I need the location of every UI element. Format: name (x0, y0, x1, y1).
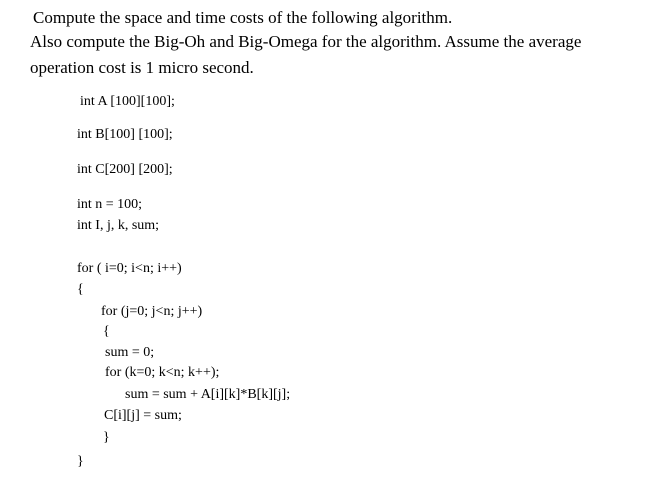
code-line-2: int B[100] [100]; (77, 127, 173, 142)
code-line-1: int A [100][100]; (80, 94, 175, 109)
intro-line-2: Also compute the Big-Oh and Big-Omega for the algorithm. Assume the average (30, 32, 582, 51)
code-line-8: for (j=0; j<n; j++) (101, 304, 203, 319)
code-line-4: int n = 100; (77, 197, 143, 212)
code-line-10: sum = 0; (105, 345, 155, 360)
intro-line-1: Compute the space and time costs of the following algorithm. (33, 8, 453, 27)
code-line-5: int I, j, k, sum; (77, 218, 160, 233)
code-line-3: int C[200] [200]; (77, 162, 173, 177)
code-line-6: for ( i=0; i<n; i++) (77, 261, 182, 276)
code-line-13: C[i][j] = sum; (104, 408, 182, 423)
code-line-7: { (77, 282, 84, 297)
intro-line-3: operation cost is 1 micro second. (30, 58, 254, 77)
code-line-14: } (103, 430, 110, 445)
code-line-15: } (77, 454, 84, 469)
code-line-11: for (k=0; k<n; k++); (105, 365, 220, 380)
code-line-9: { (103, 324, 110, 339)
code-line-12: sum = sum + A[i][k]*B[k][j]; (125, 387, 291, 402)
